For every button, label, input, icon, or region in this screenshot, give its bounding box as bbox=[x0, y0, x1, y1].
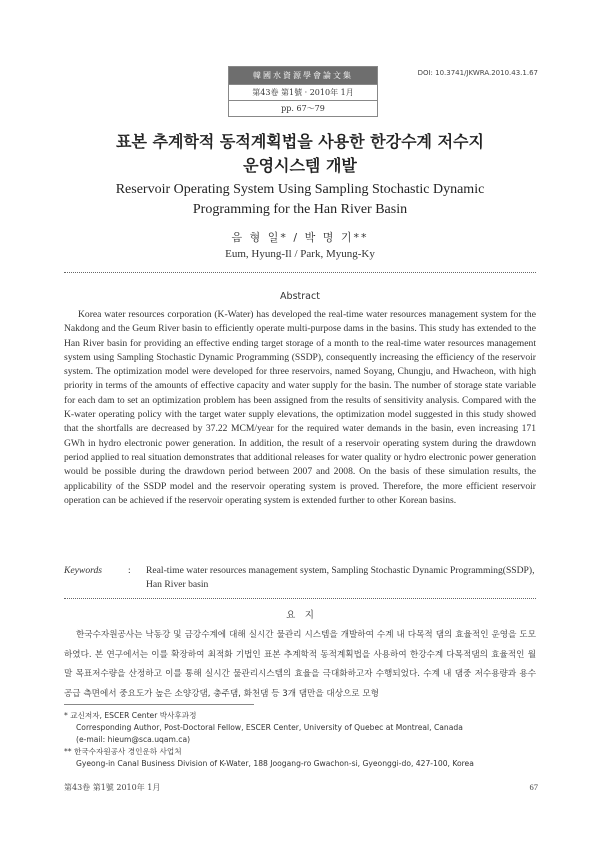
keywords-block bbox=[64, 564, 536, 592]
authors-english: Eum, Hyung-Il / Park, Myung-Ky bbox=[225, 248, 375, 260]
journal-info-box bbox=[228, 66, 378, 117]
title-korean bbox=[0, 130, 600, 178]
authors-korean: 음 형 일* / 박 명 기** bbox=[231, 231, 369, 244]
title-en-line2: Programming for the Han River Basin bbox=[192, 202, 408, 217]
title-en-line1: Reservoir Operating System Using Sampling Stochastic Dynamic bbox=[115, 182, 485, 197]
footnote-1-role: Corresponding Author, Post-Doctoral Fellow, ESCER Center, University of Quebec at Montreal, Canada bbox=[76, 723, 463, 732]
divider-top bbox=[64, 272, 536, 273]
journal-volume: 第43卷 第1號 · 2010年 1月 bbox=[229, 84, 377, 100]
journal-name: 韓國水資源學會論文集 bbox=[229, 67, 377, 84]
summary-body: 한국수자원공사는 낙동강 및 금강수계에 대해 실시간 물관리 시스템을 개발하여 수계 내 다목적 댐의 효율적인 운영을 도모하였다. 본 연구에서는 이를 확장하여 최적화 기법인 표본 추계학적 동적계획법을 사용하여 한강수계 다목적댐의 효율적인 월말 목표저수량을 산정하고 이를 통해 실시간 물관리시스템의 효율을 극대화하고자 수행되었다. 수계 내 댐중 저수용량과 용수공급 측면에서 중요도가 높은 소양강댐, 충주댐, 화천댐 등 3개 댐만을 대상으로 모형 bbox=[64, 630, 536, 699]
footer-issue: 第43卷 第1號 2010年 1月 bbox=[64, 783, 161, 792]
abstract-heading: Abstract bbox=[280, 291, 320, 302]
doi-label: DOI: 10.3741/JKWRA.2010.43.1.67 bbox=[417, 69, 538, 77]
title-ko-line2: 운영시스템 개발 bbox=[243, 156, 357, 175]
footnote-2-affiliation: ** 한국수자원공사 경인운하 사업처 bbox=[64, 747, 182, 756]
keywords-label: Keywords bbox=[64, 565, 103, 576]
summary-heading: 요 지 bbox=[286, 610, 314, 621]
title-english bbox=[0, 180, 600, 220]
keywords-colon: : bbox=[128, 565, 131, 576]
footnote-1-affiliation: * 교신저자, ESCER Center 박사후과정 bbox=[64, 711, 197, 720]
page-number: 67 bbox=[529, 782, 538, 792]
footnote-rule bbox=[64, 704, 254, 705]
footnote-1-email: (e-mail: hieum@sca.uqam.ca) bbox=[76, 735, 191, 744]
footnotes bbox=[64, 710, 536, 770]
abstract-body: Korea water resources corporation (K-Water) has developed the real-time water resources management system for the Nakdong and the Geum River basin to efficiently operate multi-purpose dams in the basins. This study has extended to the Han River basin for providing an effective ending target storage of a month to the real-time water resources management system using Sampling Stochastic Dynamic Programming (SSDP), consequently increasing the efficiency of the reservoir system. The optimization model were developed for three reservoirs, named Soyang, Chungju, and Hwacheon, with high priority in terms of the amounts of effective capacity and water supply for the basin. The number of storage state variable for each dam to set an optimization problem has been assigned from the results of sensitivity analysis. Compared with the K-water operating policy with the target water supply elevations, the optimization model suggested in this study showed that the shortfalls are decreased by 37.22 MCM/year for the required water demands in the basin, even increasing 171 GWh in hydro electronic power generation. In addition, the result of a reservoir operating system during the drawdown period applied to real situation demonstrates that additional releases for water quality or hydro electronic power generation would be possible during the drawdown period between 2007 and 2008. On the basis of these simulation results, the applicability of the SSDP model and the reservoir operating system is proved. Therefore, the more efficient reservoir operation can be achieved if the reservoir operating system is extended further to other Korean basins. bbox=[64, 309, 536, 506]
title-ko-line1: 표본 추계학적 동적계획법을 사용한 한강수계 저수지 bbox=[116, 132, 484, 151]
journal-pages: pp. 67～79 bbox=[229, 100, 377, 116]
divider-middle bbox=[64, 598, 536, 599]
keywords-text: Real-time water resources management system, Sampling Stochastic Dynamic Programming(SSDP), Han River basin bbox=[146, 565, 535, 590]
footnote-2-address: Gyeong-in Canal Business Division of K-Water, 188 Joogang-ro Gwachon-si, Gyeonggi-do, 427-100, Korea bbox=[76, 759, 474, 768]
